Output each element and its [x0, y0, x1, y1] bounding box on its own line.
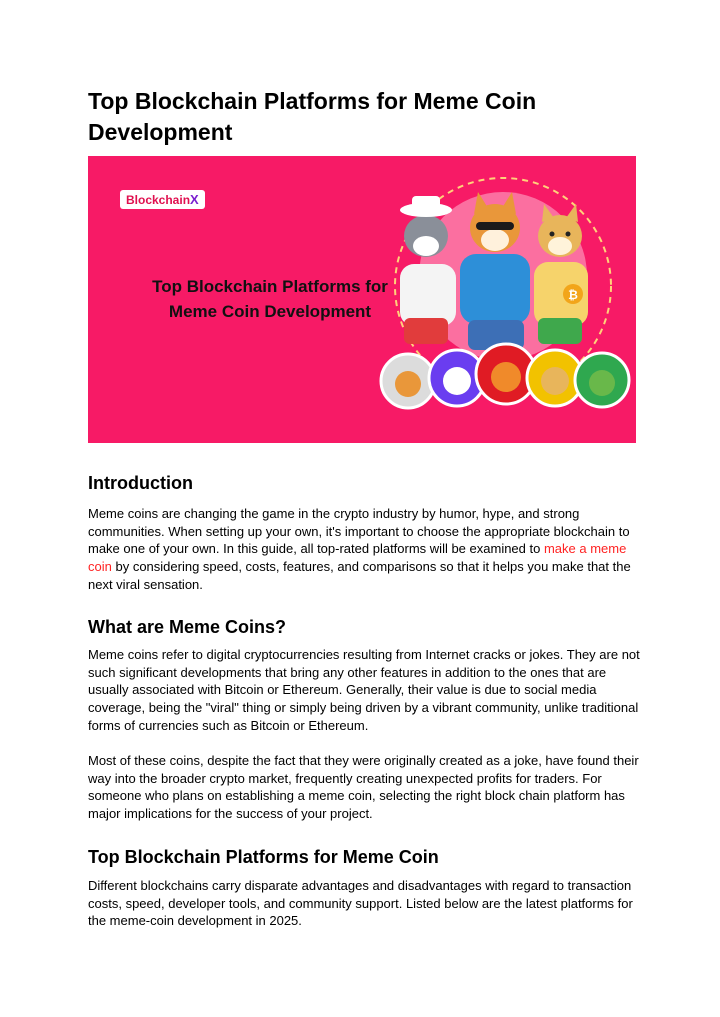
top-platforms-heading: Top Blockchain Platforms for Meme Coin — [88, 847, 439, 867]
what-are-paragraph-1: Meme coins refer to digital cryptocurrencies resulting from Internet cracks or jokes. They are not such significant developments that bring any other features in addition to the ones that are usually associated with Bitcoin or Ethereum. Generally, their value is due to social media coverage, being the "viral" thing or simply being driven by a vibrant community, unlike traditional forms of currencies such as Bitcoin or Ethereum. — [88, 647, 640, 733]
introduction-text: Meme coins are changing the game in the crypto industry by humor, hype, and strong communities. When setting up your own, it's important to choose the appropriate blockchain to make one of your own. In this guide, all top-rated platforms will be examined to — [88, 506, 630, 557]
blockchainx-logo — [120, 190, 205, 209]
page-title: Top Blockchain Platforms for Meme Coin Development — [88, 88, 537, 145]
make-meme-coin-link[interactable]: make a meme coin — [88, 541, 627, 575]
doge-dog-icon — [534, 204, 588, 344]
top-platforms-paragraph: Different blockchains carry disparate advantages and disadvantages with regard to transaction costs, speed, developer tools, and community support. Listed below are the latest platforms for the meme-coin development in 2025. — [88, 878, 633, 929]
what-are-meme-coins-heading: What are Meme Coins? — [88, 617, 287, 637]
hero-banner — [88, 156, 636, 443]
what-are-paragraph-2: Most of these coins, despite the fact that they were originally created as a joke, have found their way into the broader crypto market, frequently creating unexpected profits for traders. For someone who plans on establishing a meme coin, selecting the right block chain platform has major implications for the success of your project. — [88, 753, 639, 822]
introduction-text-end: by considering speed, costs, features, and comparisons so that it helps you make that the next viral sensation. — [88, 559, 631, 592]
hero-heading-line-1: Top Blockchain Platforms for — [152, 277, 388, 296]
introduction-paragraph — [88, 505, 648, 594]
logo-text: Blockchain — [126, 193, 191, 207]
hero-heading-line-2: Meme Coin Development — [168, 302, 372, 321]
svg-text:₿: ₿ — [568, 288, 578, 302]
introduction-heading: Introduction — [88, 473, 193, 493]
meme-dogs-illustration — [368, 156, 636, 443]
logo-mark: X — [190, 192, 199, 207]
